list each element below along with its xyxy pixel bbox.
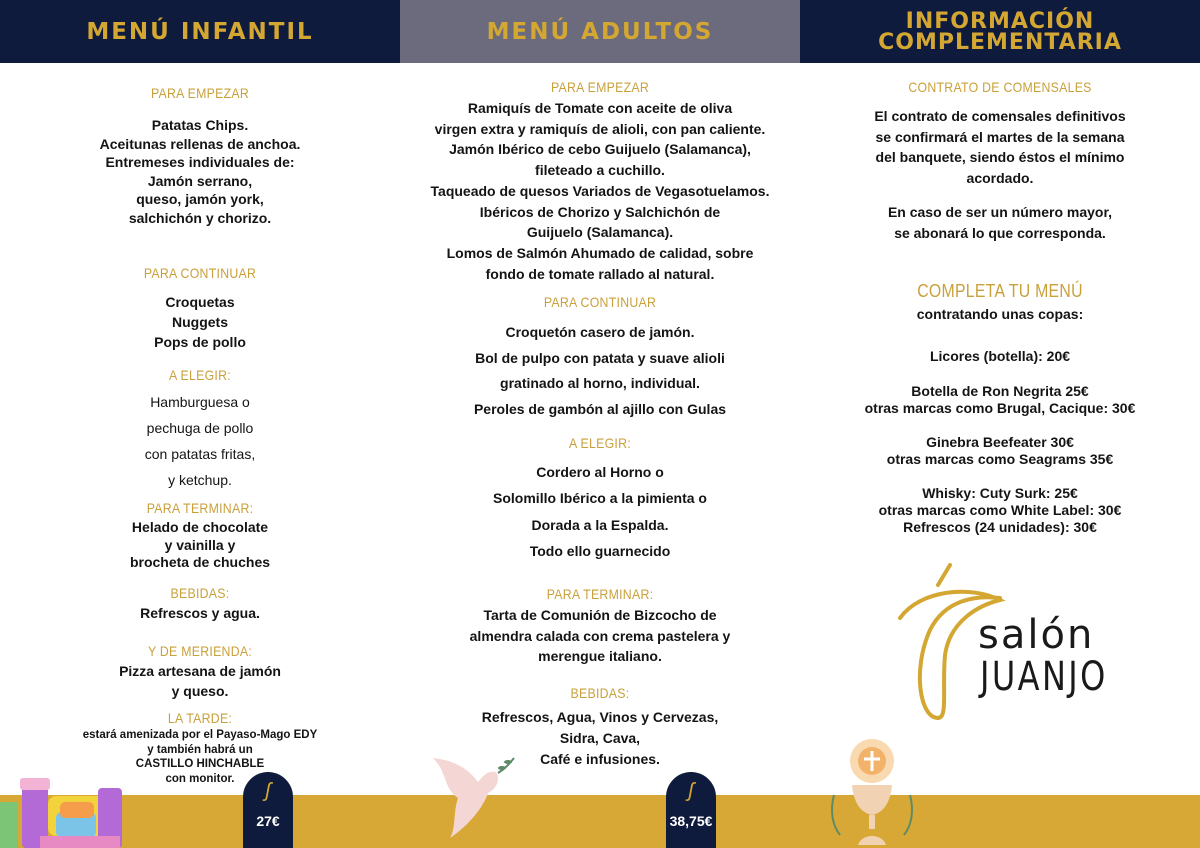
drink-price: otras marcas como White Label: 30€ [878,502,1122,518]
menu-item: y ketchup. [168,472,232,488]
header-adultos [400,0,800,63]
price-tag-adultos [666,772,716,848]
section-title: COMPLETA TU MENÚ [917,281,1083,301]
adultos-end-list [400,605,800,667]
drink-price: Botella de Ron Negrita 25€ [911,383,1089,399]
menu-item: Croquetón casero de jamón. [505,324,695,340]
bouncy-castle-icon [0,772,140,848]
dove-icon [428,748,518,843]
info-complete-subtitle [800,306,1200,322]
menu-infantil-title: MENÚ INFANTIL [86,18,314,45]
drink-price: Refrescos (24 unidades): 30€ [903,519,1097,535]
info-title-line1: INFORMACIÓN [905,8,1095,34]
menu-item: y vainilla y [164,536,236,553]
menu-item: Cordero al Horno o [536,464,664,480]
info-line: se abonará lo que corresponda. [894,224,1106,241]
menu-item: Hamburguesa o [150,394,250,410]
info-title [878,8,1122,55]
drink-price: Ginebra Beefeater 30€ [926,434,1074,450]
menu-item: Jamón Ibérico de cebo Guijuelo (Salamanca), [449,141,751,158]
menu-item: Jamón serrano, [147,172,253,189]
drink-price: Whisky: Cuty Surk: 25€ [922,485,1078,501]
infantil-drinks-list [0,605,400,621]
price-adultos: 38,75€ [669,813,713,829]
drink-price: Licores (botella): 20€ [929,348,1071,364]
logo-mark-icon: ʃ [688,780,694,802]
logo-salon-text: salón [978,612,1095,658]
header-info [800,0,1200,63]
section-title: PARA EMPEZAR [550,79,650,95]
menu-item: Pops de pollo [154,334,246,350]
info-extra-text [800,202,1200,243]
menu-item: fileteado a cuchillo. [535,162,665,179]
section-title: PARA EMPEZAR [150,85,250,101]
info-contract-text [800,106,1200,188]
infantil-snack-list [0,661,400,701]
menu-item: Aceitunas rellenas de anchoa. [99,135,301,152]
menu-item: y queso. [171,683,229,699]
section-title: PARA CONTINUAR [143,265,257,281]
menu-item: Ibéricos de Chorizo y Salchichón de [479,203,721,220]
menu-item: virgen extra y ramiquís de alioli, con pan caliente. [434,120,766,137]
menu-item: con patatas fritas, [144,446,256,462]
drink-price-list [800,383,1200,417]
menu-item: brocheta de chuches [129,554,271,570]
menu-item: Bol de pulpo con patata y suave alioli [475,349,725,366]
info-line: En caso de ser un número mayor, [887,204,1113,220]
menu-item: Taqueado de quesos Variados de Vegasotuelamos. [430,182,770,199]
menu-adultos-title: MENÚ ADULTOS [486,18,714,45]
logo-mark-icon: ʃ [265,780,271,802]
menu-item: fondo de tomate rallado al natural. [485,265,715,282]
menu-item: Peroles de gambón al ajillo con Gulas [473,401,727,418]
menu-item: y también habrá un [147,743,253,756]
header-bar [0,0,1200,63]
menu-item: Sidra, Cava, [559,730,641,746]
infantil-continue-list [0,292,400,352]
menu-item: queso, jamón york, [136,191,264,207]
info-title-line2: COMPLEMENTARIA [878,29,1122,55]
adultos-continue-list [400,320,800,423]
adultos-choose-list [400,459,800,564]
menu-item: con monitor. [165,772,235,785]
section-title: PARA TERMINAR: [546,586,654,602]
menu-item: Refrescos y agua. [140,605,260,621]
menu-item: Café e infusiones. [540,751,660,767]
section-title: Y DE MERIENDA: [147,643,253,659]
menu-item: Dorada a la Espalda. [531,516,669,533]
infantil-end-list [0,519,400,572]
section-title: BEBIDAS: [570,685,630,701]
info-line: acordado. [966,169,1034,186]
header-infantil [0,0,400,63]
drink-price: otras marcas como Brugal, Cacique: 30€ [864,400,1136,416]
drink-price-list [800,348,1200,364]
menu-item: Helado de chocolate [131,519,269,535]
section-title: CONTRATO DE COMENSALES [908,79,1092,95]
menu-item: Ramiquís de Tomate con aceite de oliva [467,100,733,116]
menu-item: Solomillo Ibérico a la pimienta o [493,490,707,507]
section-title: PARA CONTINUAR [543,294,657,310]
adultos-start-list [400,98,800,284]
menu-item: Nuggets [172,314,228,330]
infantil-choose-list [0,389,400,493]
section-title: A ELEGIR: [169,367,231,383]
price-tag-infantil [243,772,293,848]
menu-item: Lomos de Salmón Ahumado de calidad, sobre [446,244,754,261]
menu-item: CASTILLO HINCHABLE [135,758,265,770]
section-title: LA TARDE: [167,710,233,726]
drink-price: otras marcas como Seagrams 35€ [886,451,1114,467]
section-title: BEBIDAS: [170,585,230,601]
infantil-start-list [0,116,400,227]
menu-item: Refrescos, Agua, Vinos y Cervezas, [481,709,719,725]
salon-juanjo-logo [890,560,1120,730]
section-title: A ELEGIR: [569,435,631,451]
communion-chalice-icon [826,735,918,848]
footer-band [0,795,1200,848]
drink-price-list [800,485,1200,536]
menu-item: estará amenizada por el Payaso-Mago EDY [82,729,318,741]
menu-item: Croquetas [165,294,235,310]
info-line: El contrato de comensales definitivos [874,108,1126,124]
info-line: del banquete, siendo éstos el mínimo [875,149,1125,165]
menu-item: almendra calada con crema pastelera y [469,627,731,644]
complete-subtitle: contratando unas copas: [916,306,1084,322]
menu-item: Patatas Chips. [151,117,249,133]
menu-item: salchichón y chorizo. [128,209,272,226]
menu-item: Entremeses individuales de: [105,154,295,170]
menu-item: Todo ello guarnecido [529,542,671,559]
price-infantil: 27€ [256,813,280,829]
drink-price-list [800,434,1200,468]
logo-juanjo-text: JUANJO [980,654,1108,700]
menu-item: pechuga de pollo [146,420,254,436]
menu-item: merengue italiano. [538,648,662,664]
menu-item: gratinado al horno, individual. [500,375,700,392]
menu-item: Pizza artesana de jamón [119,663,281,679]
info-line: se confirmará el martes de la semana [875,128,1125,145]
menu-item: Tarta de Comunión de Bizcocho de [483,607,717,623]
menu-item: Guijuelo (Salamanca). [526,224,674,241]
section-title: PARA TERMINAR: [146,500,254,516]
